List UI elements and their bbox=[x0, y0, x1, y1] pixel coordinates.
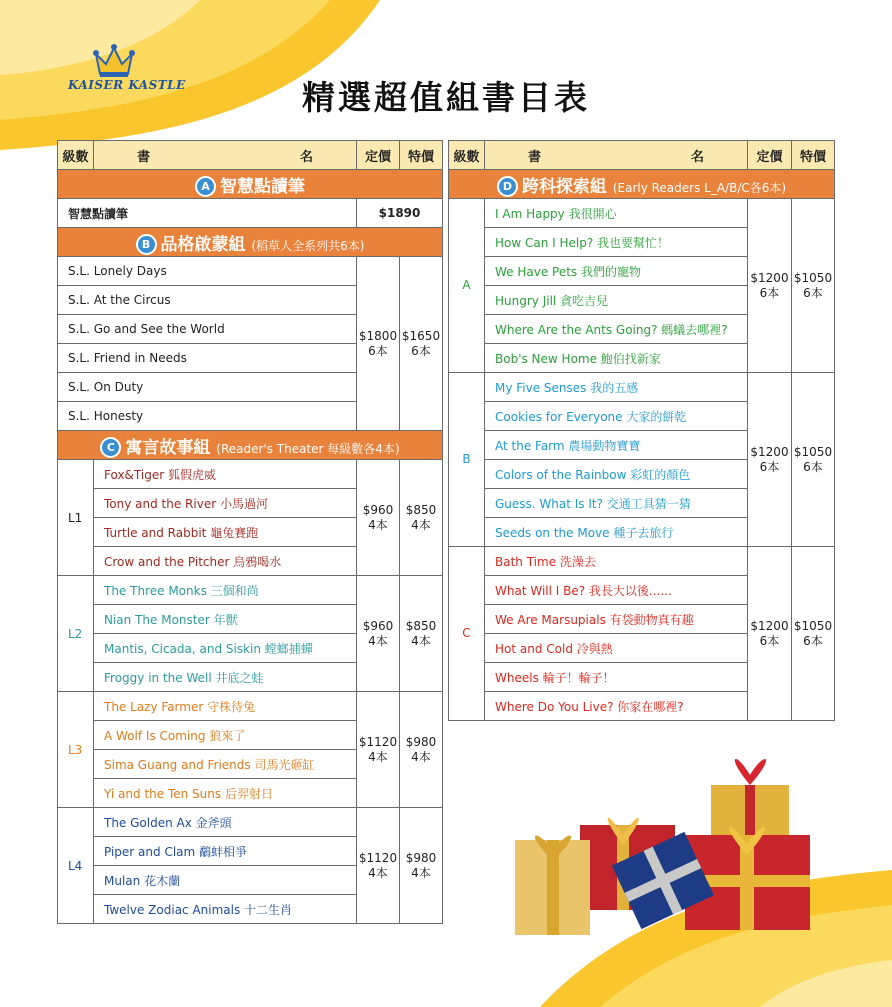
table-row: How Can I Help? 我也要幫忙！ bbox=[449, 228, 835, 257]
logo-text: KAISER KASTLE bbox=[68, 78, 186, 92]
header-level: 級數 bbox=[58, 141, 94, 170]
table-row: Sima Guang and Friends 司馬光砸缸 bbox=[58, 750, 443, 779]
table-row: Twelve Zodiac Animals 十二生肖 bbox=[58, 895, 443, 924]
table-row: Wheels 輪子！輪子！ bbox=[449, 663, 835, 692]
section-a-header: A 智慧點讀筆 bbox=[58, 170, 443, 199]
table-row: A I Am Happy 我很開心 $1200 6本 $1050 6本 bbox=[449, 199, 835, 228]
table-row: We Have Pets 我們的寵物 bbox=[449, 257, 835, 286]
table-row: C Bath Time 洗澡去 $1200 6本 $1050 6本 bbox=[449, 547, 835, 576]
table-row: S.L. At the Circus bbox=[58, 286, 443, 315]
table-row: Mantis, Cicada, and Siskin 螳螂捕蟬 bbox=[58, 634, 443, 663]
table-row: S.L. Honesty bbox=[58, 402, 443, 431]
gift-boxes-illustration bbox=[505, 745, 815, 945]
section-b-header: B 品格啟蒙組 (稻草人全系列共6本) bbox=[58, 228, 443, 257]
table-row: Tony and the River 小馬過河 bbox=[58, 489, 443, 518]
table-row: S.L. Lonely Days $1800 6本 $1650 6本 bbox=[58, 257, 443, 286]
table-row: Froggy in the Well 井底之蛙 bbox=[58, 663, 443, 692]
table-row: 智慧點讀筆 $1890 bbox=[58, 199, 443, 228]
table-row: Hungry Jill 貪吃吉兒 bbox=[449, 286, 835, 315]
table-header-row bbox=[58, 141, 443, 170]
table-row: S.L. Go and See the World bbox=[58, 315, 443, 344]
left-book-table bbox=[57, 140, 443, 924]
table-row: Piper and Clam 鷸蚌相爭 bbox=[58, 837, 443, 866]
table-row: Guess. What Is It? 交通工具猜一猜 bbox=[449, 489, 835, 518]
header-name: 書 名 bbox=[94, 141, 357, 170]
table-row: Yi and the Ten Suns 后羿射日 bbox=[58, 779, 443, 808]
table-row: B My Five Senses 我的五感 $1200 6本 $1050 6本 bbox=[449, 373, 835, 402]
table-row: Mulan 花木蘭 bbox=[58, 866, 443, 895]
badge-d-icon: D bbox=[497, 176, 518, 197]
table-row: S.L. Friend in Needs bbox=[58, 344, 443, 373]
table-row: Turtle and Rabbit 龜兔賽跑 bbox=[58, 518, 443, 547]
crown-icon bbox=[62, 42, 182, 82]
section-d-header: D 跨科探索組 (Early Readers L_A/B/C各6本) bbox=[449, 170, 835, 199]
badge-b-icon: B bbox=[136, 234, 157, 255]
table-row: Bob's New Home 鮑伯找新家 bbox=[449, 344, 835, 373]
table-row: Where Do You Live? 你家在哪裡? bbox=[449, 692, 835, 721]
table-row: We Are Marsupials 有袋動物真有趣 bbox=[449, 605, 835, 634]
table-row: L1 Fox&Tiger 狐假虎威 $960 4本 $850 4本 bbox=[58, 460, 443, 489]
table-row: What Will I Be? 我長大以後...... bbox=[449, 576, 835, 605]
badge-a-icon: A bbox=[195, 176, 216, 197]
table-row: L4 The Golden Ax 金斧頭 $1120 4本 $980 4本 bbox=[58, 808, 443, 837]
table-row: At the Farm 農場動物寶寶 bbox=[449, 431, 835, 460]
table-row: Where Are the Ants Going? 螞蟻去哪裡? bbox=[449, 315, 835, 344]
table-row: A Wolf Is Coming 狼來了 bbox=[58, 721, 443, 750]
header-list-price: 定價 bbox=[357, 141, 400, 170]
section-c-header: C 寓言故事組 (Reader's Theater 每級數各4本) bbox=[58, 431, 443, 460]
table-row: Colors of the Rainbow 彩虹的顏色 bbox=[449, 460, 835, 489]
table-row: L3 The Lazy Farmer 守株待兔 $1120 4本 $980 4本 bbox=[58, 692, 443, 721]
table-row: Hot and Cold 冷與熱 bbox=[449, 634, 835, 663]
table-header-row: 級數 書 名 定價 特價 bbox=[449, 141, 835, 170]
table-row: Cookies for Everyone 大家的餅乾 bbox=[449, 402, 835, 431]
page-title: 精選超值組書目表 bbox=[302, 78, 590, 117]
table-row: Crow and the Pitcher 烏鴉喝水 bbox=[58, 547, 443, 576]
kaiser-kastle-logo bbox=[62, 42, 186, 102]
table-row: Nian The Monster 年獸 bbox=[58, 605, 443, 634]
table-row: Seeds on the Move 種子去旅行 bbox=[449, 518, 835, 547]
badge-c-icon: C bbox=[100, 437, 121, 458]
table-row: L2 The Three Monks 三個和尚 $960 4本 $850 4本 bbox=[58, 576, 443, 605]
table-row: S.L. On Duty bbox=[58, 373, 443, 402]
right-book-table bbox=[448, 140, 835, 721]
header-special-price: 特價 bbox=[400, 141, 443, 170]
